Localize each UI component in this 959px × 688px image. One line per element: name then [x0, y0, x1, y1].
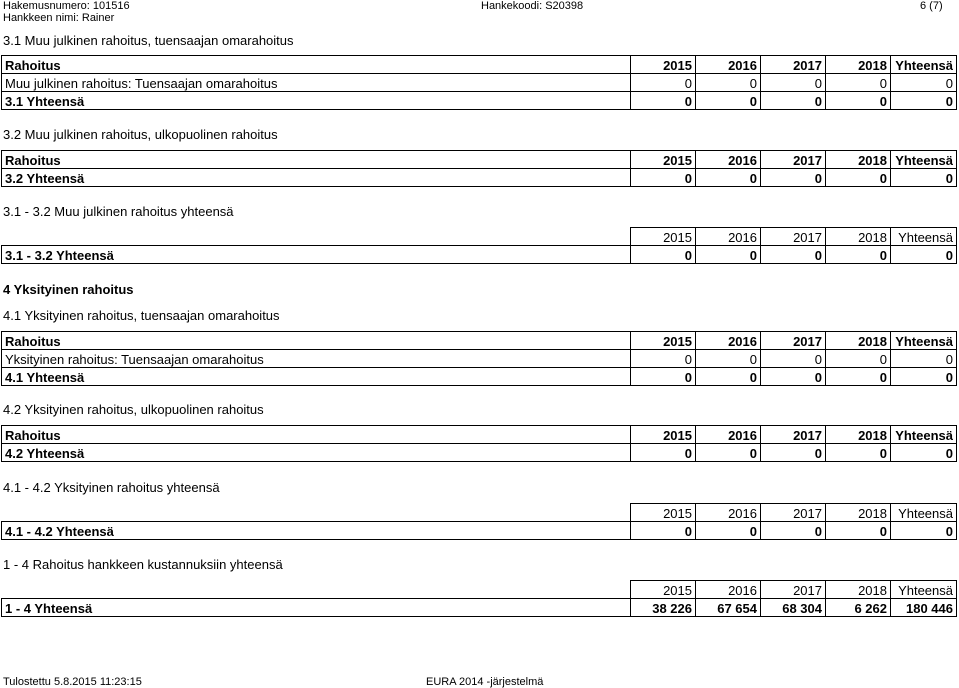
cell-value: 0 — [696, 74, 761, 92]
column-header-year: 2016 — [696, 56, 761, 74]
total-value: 0 — [761, 92, 826, 110]
column-header-year: 2018 — [826, 151, 891, 169]
application-number: Hakemusnumero: 101516 — [3, 0, 130, 12]
cell-value: 0 — [761, 350, 826, 368]
column-header-year: 2016 — [696, 504, 761, 522]
total-value: 0 — [761, 169, 826, 187]
total-row — [2, 169, 957, 187]
column-header-year: 2018 — [826, 504, 891, 522]
page-number: 6 (7) — [920, 0, 943, 12]
table-4-sum — [1, 503, 957, 540]
table-4-1 — [1, 331, 957, 386]
total-label: 1 - 4 Yhteensä — [2, 599, 631, 617]
column-header-year: 2016 — [696, 581, 761, 599]
project-code: Hankekoodi: S20398 — [481, 0, 584, 12]
total-value: 180 446 — [891, 599, 957, 617]
column-header-total: Yhteensä — [891, 151, 957, 169]
total-value: 0 — [826, 522, 891, 540]
total-value: 0 — [826, 169, 891, 187]
total-value: 0 — [826, 368, 891, 386]
total-value: 68 304 — [761, 599, 826, 617]
column-header-total: Yhteensä — [891, 56, 957, 74]
column-header-rahoitus: Rahoitus — [2, 56, 631, 74]
column-header-year: 2017 — [761, 151, 826, 169]
column-header-rahoitus: Rahoitus — [2, 151, 631, 169]
row-label: Yksityinen rahoitus: Tuensaajan omarahoitus — [2, 350, 631, 368]
column-header-year: 2016 — [696, 151, 761, 169]
table-header-row — [2, 151, 957, 169]
total-value: 0 — [696, 522, 761, 540]
table-header-row — [2, 581, 957, 599]
cell-value: 0 — [826, 350, 891, 368]
column-header-rahoitus: Rahoitus — [2, 426, 631, 444]
column-header-year: 2015 — [631, 504, 696, 522]
total-value: 0 — [891, 169, 957, 187]
column-header-year: 2015 — [631, 56, 696, 74]
column-header-year: 2018 — [826, 56, 891, 74]
column-header-year: 2015 — [631, 581, 696, 599]
column-header-year: 2015 — [631, 228, 696, 246]
section-title-4: 4 Yksityinen rahoitus — [3, 282, 134, 297]
total-value: 0 — [696, 92, 761, 110]
empty-cell — [2, 228, 631, 246]
cell-value: 0 — [631, 74, 696, 92]
column-header-year: 2017 — [761, 426, 826, 444]
total-label: 4.1 - 4.2 Yhteensä — [2, 522, 631, 540]
section-title-4-sum: 4.1 - 4.2 Yksityinen rahoitus yhteensä — [3, 480, 220, 495]
total-label: 3.1 - 3.2 Yhteensä — [2, 246, 631, 264]
total-value: 0 — [631, 444, 696, 462]
total-value: 0 — [696, 246, 761, 264]
table-4-2 — [1, 425, 957, 462]
column-header-year: 2018 — [826, 228, 891, 246]
total-value: 6 262 — [826, 599, 891, 617]
column-header-year: 2017 — [761, 228, 826, 246]
table-3-2 — [1, 150, 957, 187]
total-value: 0 — [826, 246, 891, 264]
total-value: 67 654 — [696, 599, 761, 617]
total-label: 4.2 Yhteensä — [2, 444, 631, 462]
column-header-year: 2017 — [761, 332, 826, 350]
column-header-year: 2018 — [826, 332, 891, 350]
applicant-name: Hankkeen nimi: Rainer — [3, 12, 115, 24]
section-title-3-sum: 3.1 - 3.2 Muu julkinen rahoitus yhteensä — [3, 204, 234, 219]
system-name: EURA 2014 -järjestelmä — [426, 676, 544, 688]
column-header-rahoitus: Rahoitus — [2, 332, 631, 350]
total-value: 0 — [891, 444, 957, 462]
table-header-row — [2, 332, 957, 350]
cell-value: 0 — [631, 350, 696, 368]
total-value: 0 — [891, 368, 957, 386]
empty-cell — [2, 581, 631, 599]
table-header-row — [2, 426, 957, 444]
total-value: 0 — [761, 522, 826, 540]
empty-cell — [2, 504, 631, 522]
column-header-year: 2015 — [631, 151, 696, 169]
section-title-all: 1 - 4 Rahoitus hankkeen kustannuksiin yhteensä — [3, 557, 283, 572]
column-header-year: 2018 — [826, 581, 891, 599]
column-header-year: 2016 — [696, 426, 761, 444]
printed-timestamp: Tulostettu 5.8.2015 11:23:15 — [3, 676, 142, 688]
table-row — [2, 350, 957, 368]
cell-value: 0 — [761, 74, 826, 92]
total-value: 0 — [891, 246, 957, 264]
table-3-sum — [1, 227, 957, 264]
table-header-row — [2, 56, 957, 74]
table-header-row — [2, 228, 957, 246]
total-value: 0 — [696, 368, 761, 386]
column-header-total: Yhteensä — [891, 426, 957, 444]
total-value: 38 226 — [631, 599, 696, 617]
table-row — [2, 74, 957, 92]
column-header-total: Yhteensä — [891, 581, 957, 599]
total-value: 0 — [826, 92, 891, 110]
cell-value: 0 — [696, 350, 761, 368]
total-row — [2, 599, 957, 617]
total-value: 0 — [631, 246, 696, 264]
column-header-total: Yhteensä — [891, 228, 957, 246]
total-row — [2, 444, 957, 462]
total-value: 0 — [761, 246, 826, 264]
column-header-year: 2017 — [761, 581, 826, 599]
cell-value: 0 — [891, 74, 957, 92]
section-title-3-1: 3.1 Muu julkinen rahoitus, tuensaajan omarahoitus — [3, 33, 294, 48]
section-title-4-2: 4.2 Yksityinen rahoitus, ulkopuolinen rahoitus — [3, 402, 264, 417]
total-row — [2, 522, 957, 540]
total-value: 0 — [631, 368, 696, 386]
total-row — [2, 368, 957, 386]
total-value: 0 — [891, 522, 957, 540]
section-title-4-1: 4.1 Yksityinen rahoitus, tuensaajan omarahoitus — [3, 308, 280, 323]
total-label: 3.1 Yhteensä — [2, 92, 631, 110]
total-value: 0 — [761, 368, 826, 386]
row-label: Muu julkinen rahoitus: Tuensaajan omarahoitus — [2, 74, 631, 92]
total-row — [2, 92, 957, 110]
total-value: 0 — [891, 92, 957, 110]
column-header-year: 2016 — [696, 228, 761, 246]
table-all — [1, 580, 957, 617]
total-label: 4.1 Yhteensä — [2, 368, 631, 386]
total-row — [2, 246, 957, 264]
column-header-total: Yhteensä — [891, 332, 957, 350]
total-value: 0 — [696, 169, 761, 187]
column-header-year: 2018 — [826, 426, 891, 444]
table-header-row — [2, 504, 957, 522]
cell-value: 0 — [826, 74, 891, 92]
total-value: 0 — [696, 444, 761, 462]
column-header-year: 2017 — [761, 504, 826, 522]
column-header-year: 2015 — [631, 426, 696, 444]
section-title-3-2: 3.2 Muu julkinen rahoitus, ulkopuolinen rahoitus — [3, 127, 278, 142]
total-value: 0 — [826, 444, 891, 462]
total-value: 0 — [631, 169, 696, 187]
table-3-1 — [1, 55, 957, 110]
column-header-year: 2017 — [761, 56, 826, 74]
column-header-year: 2015 — [631, 332, 696, 350]
total-value: 0 — [631, 522, 696, 540]
column-header-year: 2016 — [696, 332, 761, 350]
column-header-total: Yhteensä — [891, 504, 957, 522]
total-label: 3.2 Yhteensä — [2, 169, 631, 187]
total-value: 0 — [631, 92, 696, 110]
total-value: 0 — [761, 444, 826, 462]
cell-value: 0 — [891, 350, 957, 368]
